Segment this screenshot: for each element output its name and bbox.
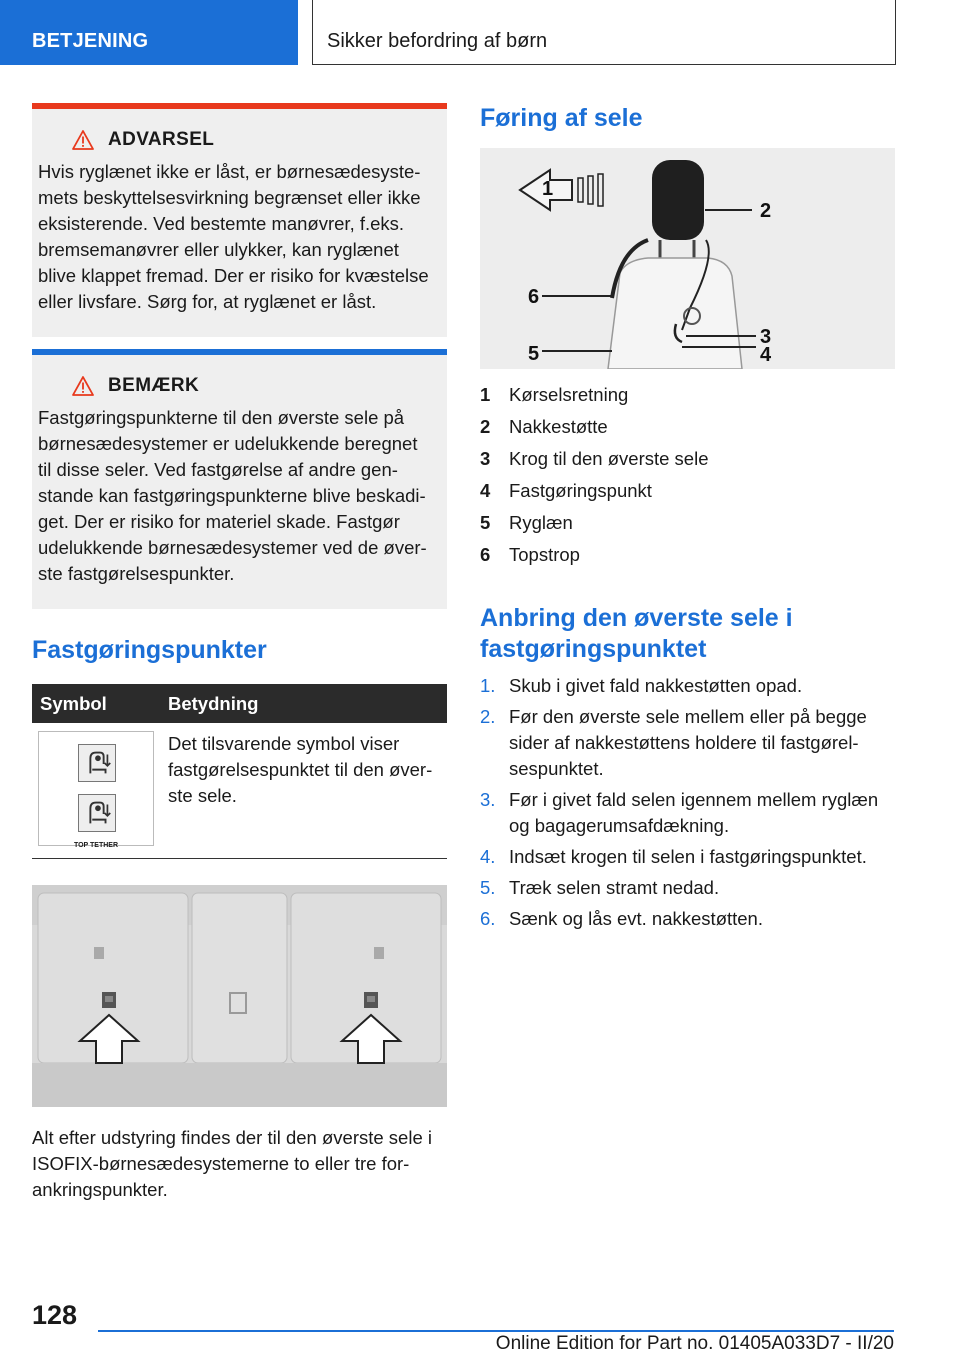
list-item: 1 Kørselsretning	[480, 384, 629, 405]
top-tether-symbol-label: TOP TETHER	[73, 842, 119, 849]
note-box	[32, 349, 447, 609]
warning-title: ADVARSEL	[108, 129, 215, 150]
svg-text:3: 3	[760, 326, 772, 348]
warning-text: Hvis ryglænet ikke er låst, er børnesædesyste- mets beskyttelsesvirkning begrænset eller ikke eksisterende. Ved bestemte manøvrer, f.eks. bremsemanøvrer eller ulykker, kan ryglænet blive klappet fremad. Der er risiko for kvæstelse eller livsfare. Sørg for, at ryglænet er låst.	[38, 161, 429, 312]
svg-text:2: 2	[760, 200, 772, 222]
attach-belt-heading: Anbring den øverste sele i fastgøringspunktet	[480, 604, 793, 663]
belt-routing-heading: Føring af sele	[480, 104, 643, 132]
svg-text:5: 5	[528, 343, 540, 365]
warning-triangle-icon	[72, 130, 94, 150]
svg-text:6: 6	[528, 286, 540, 308]
table-row	[32, 723, 447, 859]
warning-title-row	[72, 129, 437, 151]
list-item: 4. Indsæt krogen til selen i fastgøringspunktet.	[480, 846, 867, 867]
meaning-cell: Det tilsvarende symbol viser fastgørelsespunktet til den øver- ste sele.	[168, 733, 433, 806]
list-item: 2 Nakkestøtte	[480, 416, 608, 437]
symbol-table-header	[32, 684, 447, 723]
top-tether-symbol-frame	[38, 731, 154, 849]
anchor-points-heading: Fastgøringspunkter	[32, 636, 267, 664]
header-section-tab	[0, 0, 298, 65]
note-title: BEMÆRK	[108, 375, 200, 396]
symbol-cell	[32, 723, 160, 859]
list-item: 4 Fastgøringspunkt	[480, 480, 652, 501]
symbol-column-header: Symbol	[32, 684, 160, 723]
list-item: 6 Topstrop	[480, 544, 580, 565]
diagram-legend	[480, 379, 895, 571]
child-seat-anchor-icon	[78, 794, 116, 832]
header-section-label: BETJENING	[32, 30, 149, 52]
list-item: 3 Krog til den øverste sele	[480, 448, 709, 469]
svg-text:1: 1	[542, 178, 554, 200]
anchor-points-photo	[32, 885, 447, 1107]
note-text: Fastgøringspunkterne til den øverste sele på børnesædesystemer er udelukkende beregnet til disse seler. Ved fastgørelse af andre gen- stande kan fastgøringspunkterne blive beskadi- get. Der er risiko for materiel skade. Fastgør udelukkende børnesædesystemer ved de øver- ste fastgørelsespunkter.	[38, 407, 427, 584]
list-item: 5. Træk selen stramt nedad.	[480, 877, 720, 898]
warning-box	[32, 103, 447, 337]
list-item: 2. Før den øverste sele mellem eller på begge sider af nakkestøttens holdere til fastgørel- sespunktet.	[480, 706, 867, 779]
meaning-column-header: Betydning	[160, 684, 447, 723]
svg-text:4: 4	[760, 344, 772, 366]
anchor-points-caption: Alt efter udstyring findes der til den øverste sele i ISOFIX-børnesædesystemerne to eller tre for- ankringspunkter.	[32, 1127, 432, 1200]
symbol-table	[32, 684, 447, 859]
note-title-row	[72, 375, 437, 397]
list-item: 1. Skub i givet fald nakkestøtten opad.	[480, 675, 803, 696]
list-item: 3. Før i givet fald selen igennem mellem ryglæn og bagagerumsafdækning.	[480, 789, 879, 836]
child-seat-anchor-icon	[78, 744, 116, 782]
attach-steps-list	[480, 673, 895, 932]
footer-edition: Online Edition for Part no. 01405A033D7 - II/20	[495, 1333, 894, 1354]
right-column	[480, 103, 895, 937]
page-number: 128	[32, 1300, 78, 1330]
header-chapter-label: Sikker befordring af børn	[327, 30, 548, 52]
left-column	[32, 103, 447, 1203]
list-item: 6. Sænk og lås evt. nakkestøtten.	[480, 908, 763, 929]
caution-triangle-icon	[72, 376, 94, 396]
belt-routing-diagram	[480, 148, 895, 369]
list-item: 5 Ryglæn	[480, 512, 573, 533]
footer-divider	[98, 1330, 894, 1332]
header-chapter-box	[312, 0, 896, 65]
